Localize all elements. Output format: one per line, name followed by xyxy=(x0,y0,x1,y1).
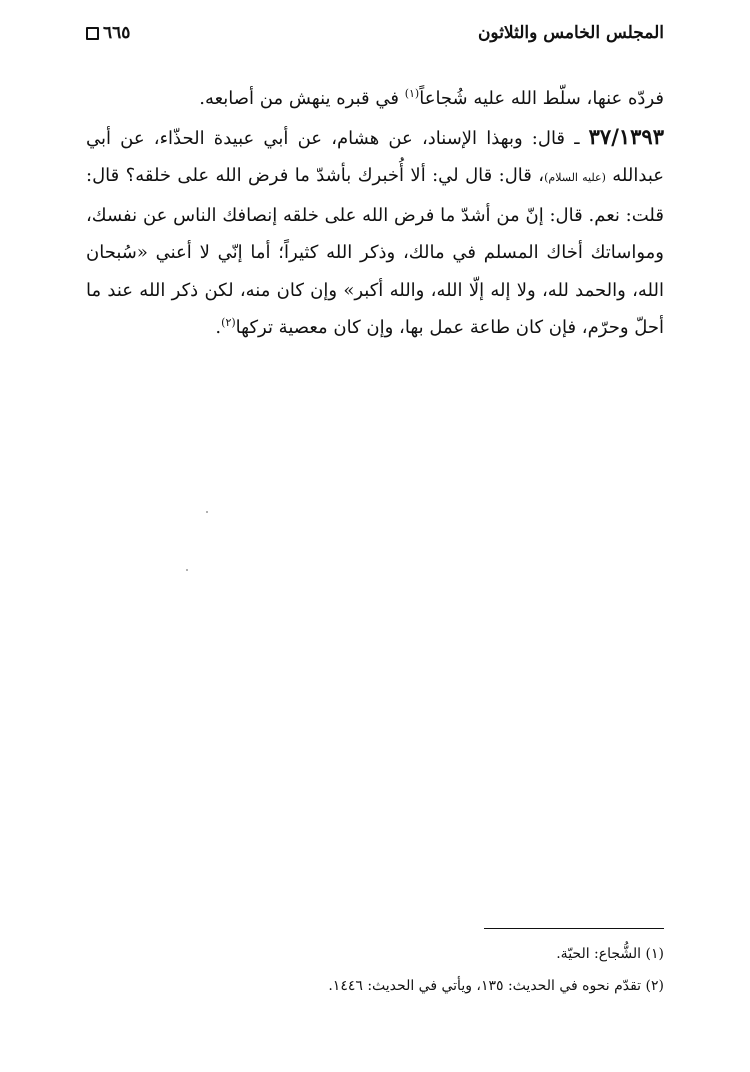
hadith-end: . xyxy=(215,317,222,338)
chapter-title: المجلس الخامس والثلاثون xyxy=(477,23,664,43)
paragraph-1-end: في قبره ينهش من أصابعه. xyxy=(199,88,405,109)
square-icon xyxy=(86,27,99,40)
paragraph-1 xyxy=(86,80,664,118)
footnote-ref-2: (٢) xyxy=(221,316,236,329)
paragraph-2 xyxy=(86,118,664,347)
hadith-text: ، قال: قال لي: ألا أُخبرك بأشدّ ما فرض الله على خلقه؟ قال: قلت: نعم. قال: إنّ من أشدّ ما فرض الله على خلقه إنصافك الناس عن نفسك، ومواساتك أخاك المسلم في مالك، وذكر الله كثيراً؛ أما إنّي لا أعني «سُبحان الله، والحمد لله، ولا إله إلّا الله، والله أكبر» وإن كان منه، لكن ذكر الله عند ما أحلّ وحرّم، فإن كان طاعة عمل بها، وإن كان معصية تركها xyxy=(86,165,664,338)
honorific: (عليه السلام) xyxy=(544,171,606,184)
footnote-2: (٢) تقدّم نحوه في الحديث: ١٣٥، ويأتي في الحديث: ١٤٤٦. xyxy=(328,978,664,994)
footnote-1: (١) الشُّجاع: الحيّة. xyxy=(556,946,664,962)
speck xyxy=(206,511,208,513)
page-header xyxy=(86,18,664,48)
footnotes xyxy=(86,938,664,1002)
footnote-ref-1: (١) xyxy=(404,87,420,100)
paragraph-1-text: فردّه عنها، سلّط الله عليه شُجاعاً xyxy=(419,88,664,109)
speck xyxy=(186,569,188,571)
main-text xyxy=(86,80,664,347)
footnote-divider xyxy=(484,928,664,929)
page-number-group xyxy=(86,23,130,43)
page-number: ٦٦٥ xyxy=(103,23,131,43)
hadith-number: ٣٧/١٣٩٣ xyxy=(588,123,664,149)
hadith-intro: ـ قال: وبهذا الإسناد، عن هشام، عن أبي عبيدة الحذّاء، عن أبي عبدالله xyxy=(86,127,664,186)
